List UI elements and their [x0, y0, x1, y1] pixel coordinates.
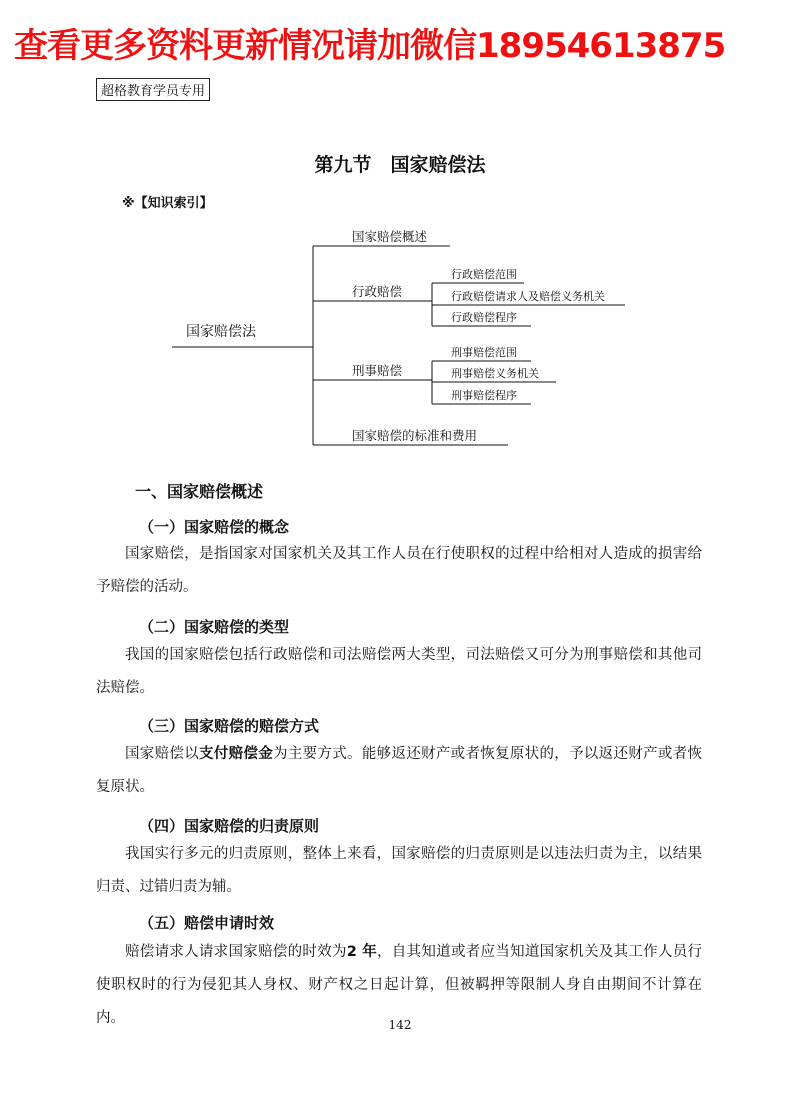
tree-criminal-item: 刑事赔偿范围: [451, 346, 517, 359]
tree-lines: [172, 246, 625, 445]
subheading-limitation: （五）赔偿申请时效: [139, 914, 275, 932]
promo-banner: 查看更多资料更新情况请加微信18954613875: [14, 26, 726, 66]
paragraph-liability: 我国实行多元的归责原则，整体上来看，国家赔偿的归责原则是以违法归责为主，以结果归责、过错归责为辅。: [96, 846, 702, 895]
tree-branch-overview: 国家赔偿概述: [352, 229, 428, 244]
paragraph-types: 我国的国家赔偿包括行政赔偿和司法赔偿两大类型，司法赔偿又可分为刑事赔偿和其他司法赔偿。: [96, 647, 702, 696]
tree-branch-admin: 行政赔偿: [352, 284, 403, 299]
limitation-text-1: 赔偿请求人请求国家赔偿的时效为: [125, 944, 347, 960]
tree-criminal-item: 刑事赔偿义务机关: [451, 367, 539, 380]
subheading-types: （二）国家赔偿的类型: [139, 618, 290, 636]
tree-criminal-item: 刑事赔偿程序: [451, 389, 517, 402]
methods-bold-term: 支付赔偿金: [199, 746, 274, 762]
methods-text-2: 为主要方式。能够返还财产或者恢复原状的，予以返还财产或者恢复原状。: [96, 746, 703, 795]
watermark-tag: 超格教育学员专用: [96, 78, 210, 101]
tree-admin-item: 行政赔偿范围: [451, 268, 517, 281]
tree-branch-criminal: 刑事赔偿: [352, 363, 403, 378]
tree-branch-standards: 国家赔偿的标准和费用: [352, 428, 478, 443]
tree-admin-item: 行政赔偿请求人及赔偿义务机关: [451, 290, 605, 303]
knowledge-tree-diagram: [0, 0, 800, 460]
page-number: 142: [388, 1018, 412, 1032]
subheading-liability: （四）国家赔偿的归责原则: [139, 817, 320, 835]
subheading-methods: （三）国家赔偿的赔偿方式: [139, 717, 320, 735]
paragraph-methods: [96, 738, 702, 804]
knowledge-index-label: ※【知识索引】: [122, 196, 213, 211]
limitation-bold-term: 2 年: [346, 944, 378, 960]
tree-admin-item: 行政赔偿程序: [451, 311, 517, 324]
limitation-text-2: ，自其知道或者应当知道国家机关及其工作人员行使职权时的行为侵犯其人身权、财产权之日起计算，但被羁押等限制人身自由期间不计算在内。: [96, 944, 703, 1026]
methods-text-1: 国家赔偿以: [125, 746, 200, 762]
subheading-concept: （一）国家赔偿的概念: [139, 518, 290, 536]
paragraph-concept: 国家赔偿，是指国家对国家机关及其工作人员在行使职权的过程中给相对人造成的损害给予赔偿的活动。: [96, 546, 702, 595]
heading-section-1: 一、国家赔偿概述: [135, 482, 264, 501]
tree-root: 国家赔偿法: [186, 324, 256, 340]
section-title: 第九节 国家赔偿法: [314, 154, 486, 176]
